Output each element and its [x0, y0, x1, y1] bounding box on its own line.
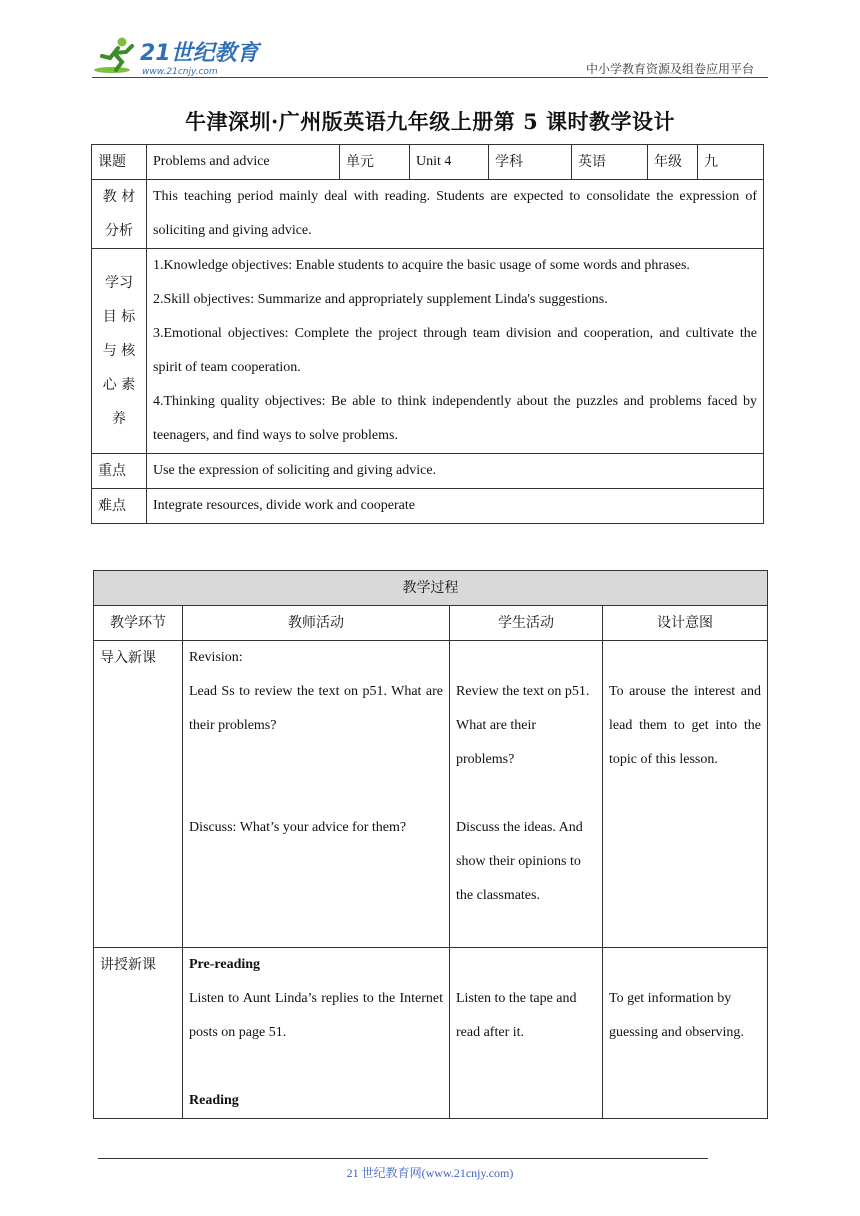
student-activity: [450, 641, 603, 948]
intent-text: To get information by guessing and observing.: [609, 991, 744, 1040]
design-intent: [603, 641, 768, 948]
table-row: [94, 641, 768, 948]
table-row: [92, 489, 764, 524]
spacer: [189, 845, 443, 879]
spacer: [456, 948, 596, 982]
spacer: [456, 641, 596, 675]
table-row: [92, 145, 764, 180]
student-line: Listen to the tape and read after it.: [456, 991, 577, 1040]
spacer: [456, 777, 596, 811]
spacer: [609, 948, 761, 982]
info-table: [91, 144, 764, 524]
course-value: 英语: [572, 145, 648, 180]
grade-label: 年级: [648, 145, 698, 180]
student-activity: [450, 948, 603, 1119]
objectives-label: [92, 249, 147, 454]
label-line: 心 素: [102, 377, 136, 393]
stage-cell: 导入新课: [94, 641, 183, 948]
objective-item: 3.Emotional objectives: Complete the project through team division and cooperation, and cultivate the spirit of team cooperation.: [153, 326, 757, 375]
spacer: [609, 641, 761, 675]
logo-text: 21世纪教育: [140, 41, 259, 66]
table-row: [94, 571, 768, 606]
objectives-text: [147, 249, 764, 454]
label-line: 养: [112, 411, 126, 427]
column-header: 设计意图: [603, 606, 768, 641]
table-row: [94, 606, 768, 641]
intent-text: To arouse the interest and lead them to get into the topic of this lesson.: [609, 684, 761, 767]
label-line: 教 材: [102, 189, 136, 205]
spacer: [189, 777, 443, 811]
key-label: 重点: [92, 454, 147, 489]
table-row: [92, 180, 764, 249]
spacer: [189, 743, 443, 777]
footer-divider: [98, 1158, 708, 1159]
objective-item: 1.Knowledge objectives: Enable students to acquire the basic usage of some words and phrases.: [153, 258, 690, 273]
page-header: [92, 34, 768, 78]
header-divider: [92, 77, 768, 78]
objective-item: 4.Thinking quality objectives: Be able to think independently about the puzzles and problems faced by teenagers, and find ways to solve problems.: [153, 394, 757, 443]
unit-value: Unit 4: [410, 145, 489, 180]
table-row: [92, 249, 764, 454]
difficulty-label: 难点: [92, 489, 147, 524]
teacher-line: Reading: [189, 1093, 239, 1108]
column-header: 教学环节: [94, 606, 183, 641]
platform-name: 中小学教育资源及组卷应用平台: [585, 62, 754, 76]
label-line: 学习: [105, 275, 133, 291]
teacher-activity: [183, 641, 450, 948]
process-title: 教学过程: [94, 571, 768, 606]
design-intent: [603, 948, 768, 1119]
table-row: [94, 948, 768, 1119]
logo: [92, 34, 262, 78]
column-header: 教师活动: [183, 606, 450, 641]
footer-link[interactable]: 21 世纪教育网(www.21cnjy.com): [346, 1166, 514, 1180]
teacher-activity: [183, 948, 450, 1119]
teacher-line: Listen to Aunt Linda’s replies to the Internet posts on page 51.: [189, 991, 443, 1040]
logo-url: www.21cnjy.com: [142, 67, 218, 77]
teacher-line: Pre-reading: [189, 957, 261, 972]
table-row: [92, 454, 764, 489]
spacer: [189, 913, 443, 947]
spacer: [189, 1050, 443, 1084]
student-line: Discuss the ideas. And show their opinions to the classmates.: [456, 820, 583, 903]
difficulty-text: Integrate resources, divide work and cooperate: [147, 489, 764, 524]
label-line: 分析: [105, 223, 133, 239]
subject-value: Problems and advice: [147, 145, 340, 180]
analysis-text: This teaching period mainly deal with reading. Students are expected to consolidate the expression of soliciting and giving advice.: [147, 180, 764, 249]
stage-cell: 讲授新课: [94, 948, 183, 1119]
subject-label: 课题: [92, 145, 147, 180]
teacher-line: Discuss: What’s your advice for them?: [189, 820, 407, 835]
key-text: Use the expression of soliciting and giving advice.: [147, 454, 764, 489]
unit-label: 单元: [340, 145, 410, 180]
label-line: 目 标: [102, 309, 136, 325]
objective-item: 2.Skill objectives: Summarize and appropriately supplement Linda's suggestions.: [153, 292, 608, 307]
spacer: [189, 879, 443, 913]
course-label: 学科: [489, 145, 572, 180]
teacher-line: Revision:: [189, 650, 243, 665]
grade-value: 九: [698, 145, 764, 180]
runner-logo-icon: [92, 34, 262, 78]
student-line: Review the text on p51. What are their problems?: [456, 684, 590, 767]
process-table: [93, 570, 768, 1119]
column-header: 学生活动: [450, 606, 603, 641]
teacher-line: Lead Ss to review the text on p51. What are their problems?: [189, 684, 443, 733]
label-line: 与 核: [102, 343, 136, 359]
analysis-label: [92, 180, 147, 249]
page-title: 牛津深圳·广州版英语九年级上册第 5 课时教学设计: [184, 109, 676, 134]
